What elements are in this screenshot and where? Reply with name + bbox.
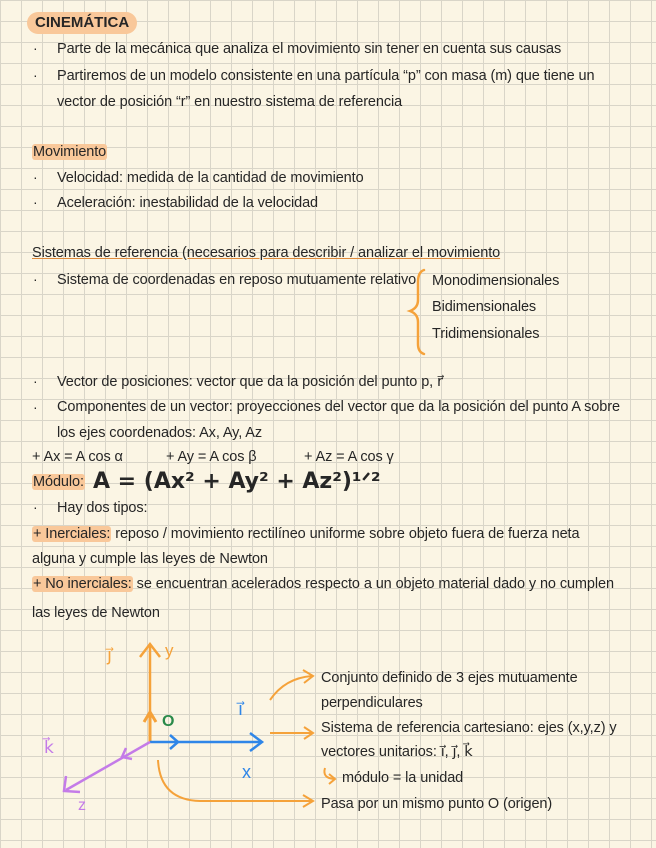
component-ax: + Ax = A cos α bbox=[32, 449, 123, 465]
z-axis bbox=[66, 742, 150, 790]
type-tri: Tridimensionales bbox=[432, 326, 540, 342]
inerciales-line-2: alguna y cumple las leyes de Newton bbox=[32, 551, 268, 567]
vector-posiciones-bullet: Vector de posiciones: vector que da la posición del punto p, r⃗ bbox=[57, 374, 443, 390]
velocidad-bullet: Velocidad: medida de la cantidad de movimiento bbox=[57, 170, 364, 186]
note-modulo: módulo = la unidad bbox=[342, 770, 464, 786]
bullet-dot: · bbox=[33, 499, 38, 515]
bullet-dot: · bbox=[33, 373, 38, 389]
note-origen: Pasa por un mismo punto O (origen) bbox=[321, 796, 553, 812]
label-i: i⃗ bbox=[238, 699, 244, 719]
bullet-dot: · bbox=[33, 40, 38, 56]
bullet-dot: · bbox=[33, 399, 38, 415]
bullet-dot: · bbox=[33, 271, 38, 287]
note-ejes-line-2: perpendiculares bbox=[321, 695, 423, 711]
inerciales-line-1: + Inerciales: reposo / movimiento rectilíneo uniforme sobre objeto fuera de fuerza neta bbox=[33, 526, 580, 542]
note-ejes-line-1: Conjunto definido de 3 ejes mutuamente bbox=[321, 670, 578, 686]
label-j: j⃗ bbox=[107, 645, 113, 665]
type-mono: Monodimensionales bbox=[432, 273, 560, 289]
component-az: + Az = A cos γ bbox=[304, 449, 394, 465]
no-inerciales-line-2: las leyes de Newton bbox=[32, 605, 160, 621]
note-cartesiano-line-2: vectores unitarios: i⃗, j⃗, k⃗ bbox=[321, 744, 473, 760]
modulo-label: Módulo: bbox=[33, 474, 84, 490]
sistemas-heading: Sistemas de referencia (necesarios para describir / analizar el movimiento bbox=[32, 245, 501, 261]
curly-brace bbox=[410, 270, 424, 354]
bullet-dot: · bbox=[33, 67, 38, 83]
note-cartesiano-line-1: Sistema de referencia cartesiano: ejes (x,y,z) y bbox=[321, 720, 617, 736]
page-title: CINEMÁTICA bbox=[27, 12, 137, 34]
componentes-line-2: los ejes coordenados: Ax, Ay, Az bbox=[57, 425, 263, 441]
bullet-dot: · bbox=[33, 169, 38, 185]
label-origin: O bbox=[162, 713, 175, 730]
intro-bullet-2-line-2: vector de posición “r” en nuestro sistema de referencia bbox=[57, 94, 403, 110]
componentes-line-1: Componentes de un vector: proyecciones del vector que da la posición del punto A sobre bbox=[57, 399, 620, 415]
label-z: z bbox=[78, 797, 86, 814]
intro-bullet-2-line-1: Partiremos de un modelo consistente en una partícula “p” con masa (m) que tiene un bbox=[57, 68, 595, 84]
no-inerciales-line-1: + No inerciales: se encuentran acelerados respecto a un objeto material dado y no cumplen bbox=[33, 576, 614, 592]
movimiento-heading: Movimiento bbox=[33, 144, 107, 160]
intro-bullet-1: Parte de la mecánica que analiza el movimiento sin tener en cuenta sus causas bbox=[57, 41, 562, 57]
component-ay: + Ay = A cos β bbox=[166, 449, 257, 465]
sistemas-bullet: Sistema de coordenadas en reposo mutuamente relativo bbox=[57, 272, 417, 288]
type-bi: Bidimensionales bbox=[432, 299, 537, 315]
aceleracion-bullet: Aceleración: inestabilidad de la velocidad bbox=[57, 195, 318, 211]
label-y: y bbox=[165, 641, 174, 660]
bullet-dot: · bbox=[33, 194, 38, 210]
arrow-to-note-origen bbox=[158, 760, 312, 801]
label-x: x bbox=[242, 762, 251, 782]
modulo-formula: A = (Ax² + Ay² + Az²)¹ᐟ² bbox=[93, 469, 381, 494]
label-k: k⃗ bbox=[44, 738, 54, 757]
arrow-to-note-ejes bbox=[270, 676, 312, 700]
tipos-bullet: Hay dos tipos: bbox=[57, 500, 148, 516]
